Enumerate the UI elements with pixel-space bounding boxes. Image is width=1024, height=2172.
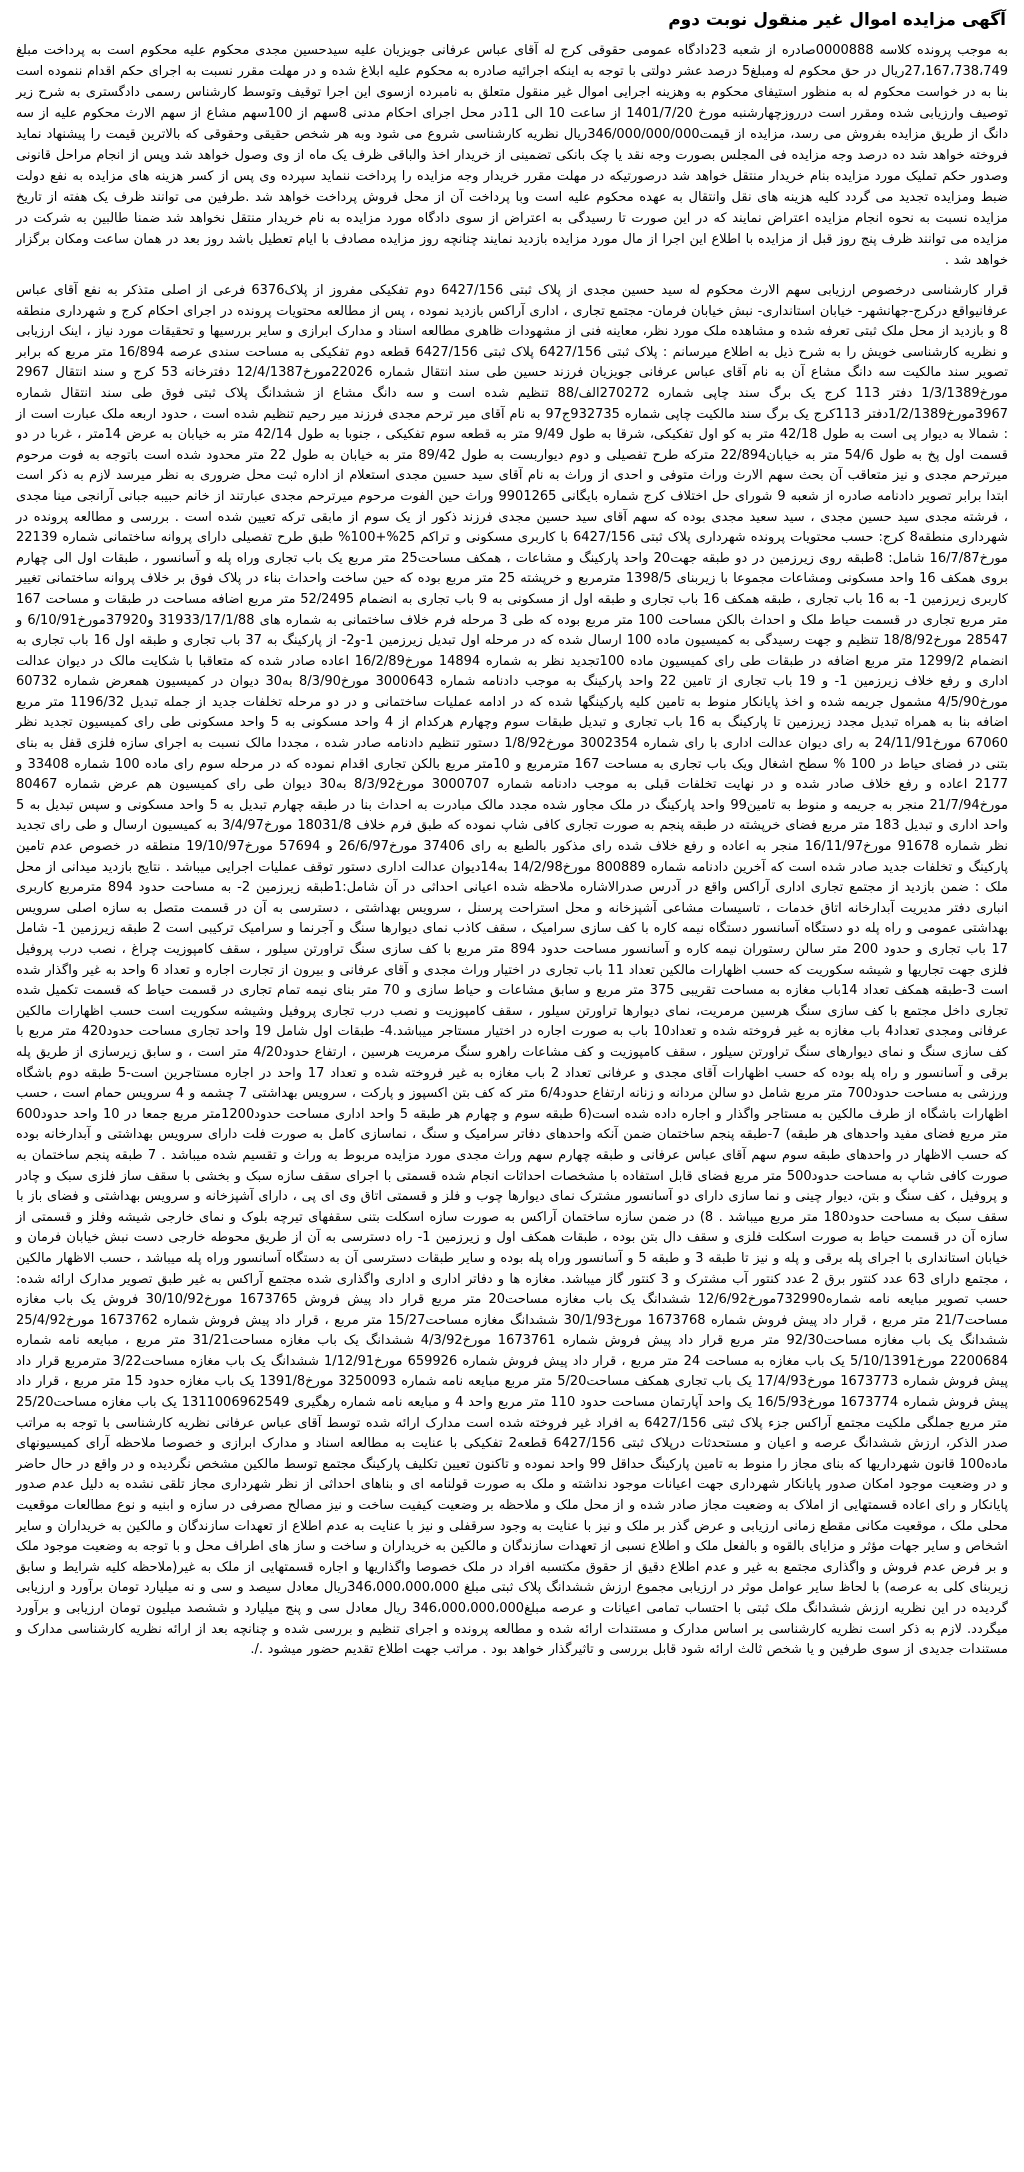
notice-paragraph-expert-report: قرار کارشناسی درخصوص ارزیابی سهم الارث محکوم له سید حسین مجدی از پلاک ثبتی 6427/156 دوم تفکیکی مفروز از پلاک6376 فرعی از اصلی متذکر به نفع آقای عباس عرفانیواقع درکرج-جهانشهر- خیابان استانداری- نبش خیابان فرمان- مجتمع تجاری ، اداری آراکس بازدید نموده ، پس از مطالعه محتویات پرونده در اجرای احکام کرج و شهرداری منطقه 8 و بازدید از محل ملک ثبتی تعرفه شده و مشاهده ملک مورد نظر، معاینه فنی از مشهودات ظاهری مطالعه اسناد و مدارک ابرازی و سایر بررسیها و تحقیقات مورد نیاز ، اینک ارزیابی و نظریه کارشناسی خویش را به شرح ذیل به اطلاع میرسانم : پلاک ثبتی 6427/156 پلاک ثبتی 6427/156 قطعه دوم تفکیکی به مساحت سندی عرصه 16/894 متر مربع که برابر تصویر سند مالکیت سه دانگ مشاع آن به نام آقای عباس عرفانی جویزیان فرزند حسین طی سند انتقال شماره 22026مورخ12/4/1387 دفترخانه 53 کرج و سند انتقال 2967 مورخ1/3/1389 دفتر 113 کرج یک برگ سند چاپی شماره 270272الف/88 تنظیم شده است و سه دانگ مشاع از ششدانگ پلاک ثبتی فوق طی سند انتقال شماره 3967مورخ1/2/1389دفتر 113کرج یک برگ سند مالکیت چاپی شماره 932735ج97 به نام آقای میر ترحم مجدی فرزند میر رحیم تنظیم شده است ، حدود اربعه ملک عبارت است از : شمالا به دیوار پی است به طول 42/18 متر به کو اول تفکیکی، شرقا به طول 9/49 متر به قطعه سوم تفکیکی ، جنوبا به طول 42/14 متر به خیابان به عرض 14متر ، غربا در دو قسمت اول پخ به طول 54/6 متر به خیابان22/894 مترکه طرح تفصیلی و دوم دیواربست به طول 89/42 متر به خیابان به طول 22 متر محدود شده است باتوجه به فوت مرحوم میرترحم مجدی و نیز متعاقب آن بحث سهم الارث وراث متوفی و احدی از وراث به نام آقای سید حسین مجدی استعلام از اداره ثبت محل ضروری به نظر میرسد لازم به ذکر است ابتدا برابر تصویر دادنامه صادره از شعبه 9 شورای حل اختلاف کرج شماره بایگانی 9901265 وراث حین الفوت مرحوم میرترحم مجدی عبارتند از خانم حبیبه جبانی آرانجی مینا مجدی ، فرشته مجدی سید حسین مجدی ، سید سعید مجدی بوده که سهم آقای سید حسین مجدی فرزند ذکور از یک سوم از مابقی ترکه تعیین شده است . بررسی و مطالعه پرونده در شهرداری منطقه8 کرج: حسب محتویات پرونده شهرداری پلاک ثبتی 6427/156 با کاربری مسکونی و تراکم 25%+100% طبق طرح تفصیلی دارای پروانه ساختمانی شماره 22139 مورخ16/7/87 شامل: 8طبقه روی زیرزمین در دو طبقه جهت20 واحد پارکینگ و مشاعات ، همکف مساحت25 متر مربع یک باب تجاری وراه پله و آسانسور ، طبقات اول الی چهارم بروی همکف 16 واحد مسکونی ومشاعات مجموعا با زیربنای 1398/5 مترمربع و خرپشته 25 متر مربع بوده که حین ساخت واحداث بناء در پلاک فوق بر خلاف پروانه ساختمانی تغییر کاربری زیرزمین 1- به 16 باب تجاری ، طبقه همکف 16 باب تجاری و طبقه اول از مسکونی به 9 باب تجاری به انضمام 52/2495 متر مربع اضافه مساحت در طبقات و مساحت 167 متر مربع تجاری در قسمت حیاط ملک و احداث بالکن مساحت 100 متر مربع بوده که طی 3 مرحله فرم خلاف ساختمانی به شماره های 31933/17/1/88 و37920مورخ6/10/91 و 28547 مورخ18/8/92 تنظیم و جهت رسیدگی به کمیسیون ماده 100 ارسال شده که در مرحله اول تبدیل زیرزمین 1-و2- از پارکینگ به 37 باب تجاری و طبقه اول 16 باب تجاری به انضمام 1299/2 متر مربع اضافه در طبقات طی رای کمیسیون ماده 100تجدید نظر به شماره 14894 مورخ16/2/89 اعاده صادر شده که متعاقبا با شکایت مالک در دیوان عدالت اداری و رفع خلاف زیرزمین 1- و 19 باب تجاری از تامین 22 واحد پارکینگ به موجب دادنامه شماره 3000643 مورخ8/3/90 به30 دیوان در کمیسیون همعرض شماره 60732 مورخ4/5/90 مشمول جریمه شده و اخذ پایانکار منوط به تامین کلیه پارکینگها شده که در ادامه عملیات ساختمانی و در دو مرحله تخلفات جدید از جمله تبدیل 1196/32 متر مربع اضافه بنا به همراه تبدیل مجدد زیرزمین تا پارکینگ به 16 باب تجاری و تبدیل طبقات سوم وچهارم هرکدام از 4 واحد مسکونی به 5 واحد مسکونی طی رای کمیسیون تجدید نظر 67060 مورخ24/11/91 به رای دیوان عدالت اداری با رای شماره 3002354 مورخ1/8/92 دستور تنظیم دادنامه صادر شده ، مجددا مالک نسبت به اجرای سازه فلزی قفل به بنای بتنی در فضای حیاط در 100 % سطح اشغال ویک باب تجاری به مساحت 167 مترمربع و 10متر مربع بالکن تجاری اقدام نموده که در مرحله سوم رای ماده 100 شماره 33408 و 2177 اعاده و رفع خلاف صادر شده و در نهایت تخلفات قبلی به موجب دادنامه شماره 3000707 مورخ8/3/92 به30 دیوان طی رای کمیسیون هم عرض شماره 80467 مورخ21/7/94 منجر به جریمه و منوط به تامین99 واحد پارکینگ در ملک مجاور شده مجدد مالک مبادرت به احداث بنا در طبقه چهارم تبدیل به 5 واحد مسکونی و سپس تبدیل به 5 واحد اداری و تبدیل 183 متر مربع فضای خرپشته در طبقه پنجم به صورت تجاری کافی شاپ نموده که طبق فرم خلاف 18031/8 مورخ3/4/97 به کمیسیون ارسال و طی رای تجدید نظر شماره 91678 مورخ16/11/97 منجر به اعاده و رفع خلاف شده رای مذکور بالطبع به رای 37406 مورخ26/6/97 و 57694 مورخ19/10/97 منطقه در خصوص عدم تامین پارکینگ و تخلفات جدید صادر شده است که آخرین دادنامه شماره 800889 مورخ14/2/98 به14دیوان عدالت اداری دستور توقف عملیات اجرایی میباشد . نتایج بازدید میدانی از محل ملک : ضمن بازدید از مجتمع تجاری اداری آراکس واقع در آدرس صدرالاشاره ملاحظه شده اعیانی احداثی در آن شامل:1طبقه زیرزمین 2- به مساحت حدود 894 مترمربع کاربری انباری دفتر مدیریت آبدارخانه اتاق خدمات ، تاسیسات مشاعی آشپزخانه و محل استراحت پرسنل ، سرویس بهداشتی ، دسترسی به آن در قسمت متصل به سازه اصلی سرویس بهداشتی عمومی و راه پله دو دستگاه آسانسور دستگاه نیمه کاره با کف سازی سرامیک ، سقف کاذب نمای دیوارها سنگ و آجرنما و سرامیک ترکیبی است 2 طبقه زیرزمین 1- شامل 17 باب تجاری و حدود 200 متر سالن رستوران نیمه کاره و آسانسور مساحت حدود 894 متر مربع با کف سازی سنگ تراورتن سیلور ، سقف کامپوزیت چراغ ، نصب درب پروفیل فلزی جهت تجاریها و شیشه سکوریت که حسب اظهارات مالکین تعداد 11 باب تجاری در اختیار وراث مجدی و آقای عرفانی و بیرون از تجارت اجاره و تعداد 6 واحد به غیر واگذار شده است 3-طبقه همکف تعداد 14باب مغازه به مساحت تقریبی 375 متر مربع و سابق مشاعات و حیاط سازی و 70 متر بنای نیمه تمام تجاری در قسمت حیاط که قسمت تکمیل شده تجاری داخل مجتمع با کف سازی سنگ هرسین مرمریت، نمای دیوارها تراورتن سیلور ، سقف کامپوزیت و نصب درب تجاری پروفیل وشیشه سکوریت است حسب اظهارات مالکین عرفانی ومجدی تعداد4 باب مغازه به غیر فروخته شده و تعداد10 باب به صورت اجاره در اختیار مستاجر میباشد.4- طبقات اول شامل 19 واحد تجاری مساحت حدود420 متر مربع با کف سازی سنگ و نمای دیوارهای سنگ تراورتن سیلور ، سقف کامپوزیت و کف مشاعات راهرو سنگ مرمریت هرسین ، ارتفاع حدود4/20 متر است ، و سابق زیرسازی از طریق پله برقی و آسانسور و راه پله بوده که حسب اظهارات آقای مجدی و عرفانی تعداد 2 باب مغازه به غیر فروخته شده و تعداد 17 واحد در اجاره مستاجرین است-5 طبقه دوم باشگاه ورزشی به مساحت حدود700 متر مربع شامل دو سالن مردانه و زنانه ارتفاع حدود6/4 متر که کف بتن اکسپوز و پارکت ، سرویس بهداشتی 7 چشمه و 4 سرویس حمام است ، حسب اظهارات باشگاه از طرف مالکین به مستاجر واگذار و اجاره داده شده است(6 طبقه سوم و چهارم هر طبقه 5 واحد اداری مساحت حدود1200متر مربع جمعا در 10 واحد حدود600 متر مربع فضای مفید واحدهای هر طبقه) 7-طبقه پنجم ساختمان ضمن آنکه واحدهای دفاتر سرامیک و سنگ ، نماسازی کامل به صورت فلت دارای سرویس بهداشتی و آبدارخانه بوده که حسب الاظهار در واحدهای طبقه سوم سهم آقای عباس عرفانی و طبقه چهارم سهم وراث مجدی مورد مزایده مربوط به وراث و تقسیم شده میباشد . 7 طبقه پنجم ساختمان به صورت کافی شاپ به مساحت حدود500 متر مربع فضای قابل استفاده با مشخصات احداثات انجام شده قسمتی با اجرای سقف سازه سبک و بخشی با سقف ساز فلزی سبک و چادر و پروفیل ، کف سنگ و بتن، دیوار چینی و نما سازی دارای دو آسانسور مشترک نمای دیوارها چوب و فلز و قسمتی اتاق وی ای پی ، دارای آشپزخانه و سرویس بهداشتی و فضای باز با سقف سبک به مساحت حدود180 متر مربع میباشد . 8) در ضمن سازه ساختمان آراکس به صورت سازه اسکلت بتنی سقفهای تیرچه بلوک و نمای خارجی شیشه وفلز و قسمتی از سازه آن در قسمت حیاط به صورت اسکلت فلزی و سقف دال بتن بوده ، طبقات همکف اول و زیرزمین 1- راه دسترسی به آن از طریق محوطه خارجی دست نبش خیابان فرمان و خیابان استانداری با اجرای پله برقی و پله و نیز تا طبقه 3 و طبقه 5 و آسانسور وراه پله بوده و سایر طبقات دسترسی آن به دستگاه آسانسور وراه پله میباشد ، حسب الاظهار مالکین ، مجتمع دارای 63 عدد کنتور برق 2 عدد کنتور آب مشترک و 3 کنتور گاز میباشد. مغازه ها و دفاتر اداری و اداری واگذاری شده مجتمع آراکس به غیر طبق تصویر مدارک ارائه شده: حسب تصویر مبایعه نامه شماره732990مورخ12/6/92 ششدانگ یک باب مغازه مساحت20 متر مربع قرار داد پیش فروش 1673765 مورخ30/10/92 فروش یک باب مغازه مساحت21/7 متر مربع ، قرار داد پیش فروش شماره 1673768 مورخ30/1/93 ششدانگ مغازه مساحت15/27 متر مربع ، قرار داد پیش فروش شماره 1673762 مورخ25/4/92 ششدانگ یک باب مغازه مساحت92/30 متر مربع قرار داد پیش فروش شماره 1673761 مورخ4/3/92 ششدانگ یک باب مغازه مساحت31/21 متر مربع ، مبایعه نامه شماره 2200684 مورخ5/10/1391 یک باب مغازه به مساحت 24 متر مربع ، قرار داد پیش فروش شماره 659926 مورخ1/12/91 ششدانگ یک باب مغازه مساحت3/22 مترمربع قرار داد پیش فروش شماره 1673773 مورخ17/4/93 یک باب تجاری همکف مساحت5/20 متر مربع مبایعه نامه شماره 3250093 مورخ1391/8 یک باب مغازه حدود 15 متر مربع ، قرار داد پیش فروش شماره 1673774 مورخ16/5/93 یک واحد آپارتمان مساحت حدود 110 متر مربع واحد 4 و مبایعه نامه شماره رهگیری 1311006962549 یک باب مغازه مساحت25/20 متر مربع جملگی ملکیت مجتمع آراکس جزء پلاک ثبتی 6427/156 به افراد غیر فروخته شده است مدارک ارائه شده توسط آقای عباس عرفانی نظریه کارشناسی با توجه به مراتب صدر الذکر، ارزش ششدانگ عرصه و اعیان و مستحدثات درپلاک ثبتی 6427/156 قطعه2 تفکیکی با عنایت به مطالعه اسناد و مدارک ابرازی و خصوصا ملاحظه آرای کمیسیونهای ماده100 قانون شهرداریها که بنای مجاز را منوط به تامین پارکینگ حداقل 99 واحد نموده و تاکنون تعیین تکلیف پارکینگ مجتمع توسط مالکین مشخص نگردیده و در واقع در حال حاضر و در وضعیت موجود امکان صدور پایانکار شهرداری جهت اعیانات موجود نداشته و ملک به صورت قولنامه ای و بناهای احداثی از نظر شهرداری مجاز تلقی نشده به دلیل عدم صدور پایانکار و رای اعاده قسمتهایی از املاک به وضعیت مجاز صادر شده و از محل ملک و ملاحظه بر وضعیت کیفیت ساخت و نیز مصالح مصرفی در سازه و ابنیه و نوع مطالعات موقعیت محلی ملک ، موقعیت مکانی مقطع زمانی ارزیابی و عرض گذر بر ملک و نیز با عنایت به وجود سرقفلی و نیز با عنایت به عدم اطلاع از تعهدات سازندگان و مالکین به خریداران و سایر اشخاص و سایر جهات مؤثر و مزایای بالقوه و بالفعل ملک و اطلاع نسبی از تعهدات سازندگان و مالکین به خریداران و ساخت و ساز های اطراف محل و با توجه به وضعیت موجود ملک و بر فرض عدم فروش و واگذاری مجتمع به غیر و عدم اطلاع دقیق از حقوق مکتسبه افراد در ملک خصوصا واگذاریها و اجاره قسمتهایی از ملک به غیر(ملاحظه کلیه شرایط و سابق زیربنای کلی به عرصه) با لحاظ سایر عوامل موثر در ارزیابی مجموع ارزش ششدانگ پلاک ثبتی مبلغ 346،000،000،000ریال معادل سیصد و سی و نه میلیارد تومان برآورد و ارزیابی گردیده در این نظریه ارزش ششدانگ ملک ثبتی با احتساب تمامی اعیانات و عرصه مبلغ346،000،000،000 ریال معادل سی و پنج میلیارد و ششصد میلیون تومان ارزیابی و برآورد میگردد. لازم به ذکر است نظریه کارشناسی بر اساس مدارک و مستندات ارائه شده و مطالعه پرونده و اجرای تنظیم و بررسی شده و چنانچه بعد از ارائه نظریه کارشناسی مدارک و مستندات جدیدی از سوی طرفین و یا شخص ثالث ارائه شود قابل بررسی و تاثیرگذار خواهد بود . مراتب جهت اطلاع تقدیم حضور میشود ./. (16, 283, 1009, 1658)
notice-title: آگهی مزایده اموال غیر منقول نوبت دوم (668, 10, 1006, 30)
notice-paragraph-auction-terms: به موجب پرونده کلاسه 0000888صادره از شعبه 23دادگاه عمومی حقوقی کرج له آقای عباس عرفانی جویزیان علیه سیدحسین مجدی محکوم علیه محکوم است به پرداخت مبلغ 27،167،738،749ریال در حق محکوم له ومبلغ5 درصد عشر دولتی با توجه به اینکه اجرائیه صادره به محکوم علیه ابلاغ شده و در مهلت مقرر نسبت به اجرای حکم اقدام ننموده است بنا به در خواست محکوم له به منظور استیفای محکوم به وهزینه اجرایی اموال غیر منقول متعلق به نامبرده ازسوی این اجرا توقیف وتوسط کارشناس رسمی دادگستری به شرح زیر توصیف وارزیابی شده ومقرر است درروزچهارشنبه مورخ 1401/7/20 از ساعت 10 الی 11در محل اجرای احکام مدنی 8سهم از 100سهم مشاع از سهم الارث محکوم علیه از سه دانگ از طریق مزایده بفروش می رسد، مزایده از قیمت346/000/000/000ریال نظریه کارشناسی شروع می شود وبه هر شخص حقیقی وحقوقی که بالاترین قیمت را پیشنهاد نماید فروخته خواهد شد ده درصد وجه مزایده فی المجلس بصورت وجه نقد یا چک بانکی تضمینی از خریدار اخذ والباقی ظرف یک ماه از وی وصول خواهد شد وپس از انجام مراحل قانونی وصدور حکم تملیک مورد مزایده بنام خریدار منتقل خواهد شد درصورتیکه در مهلت مقرر خریدار وجه مزایده را پرداخت ننماید سپرده وی پس از کسر هزینه های مزایده به نفع دولت ضبط ومزایده تجدید می گردد کلیه هزینه های نقل وانتقال به عهده محکوم علیه است وبا پرداخت آن از محل فروش پرداخت خواهد شد .طرفین می توانند ظرف یک هفته از تاریخ مزایده نسبت به نحوه انجام مزایده اعتراض نمایند که در این صورت تا رسیدگی به اعتراض از سوی دادگاه مورد مزایده به نام خریدار منتقل نخواهد شد ضمنا طالبین به شرکت در مزایده می توانند ظرف پنج روز قبل از مزایده با اطلاع این اجرا از مال مورد مزایده بازدید نمایند چنانچه روز مزایده مصادف با ایام تعطیل باشد روز بعد در همان ساعت ومکان برگزار خواهد شد . (16, 43, 1008, 268)
